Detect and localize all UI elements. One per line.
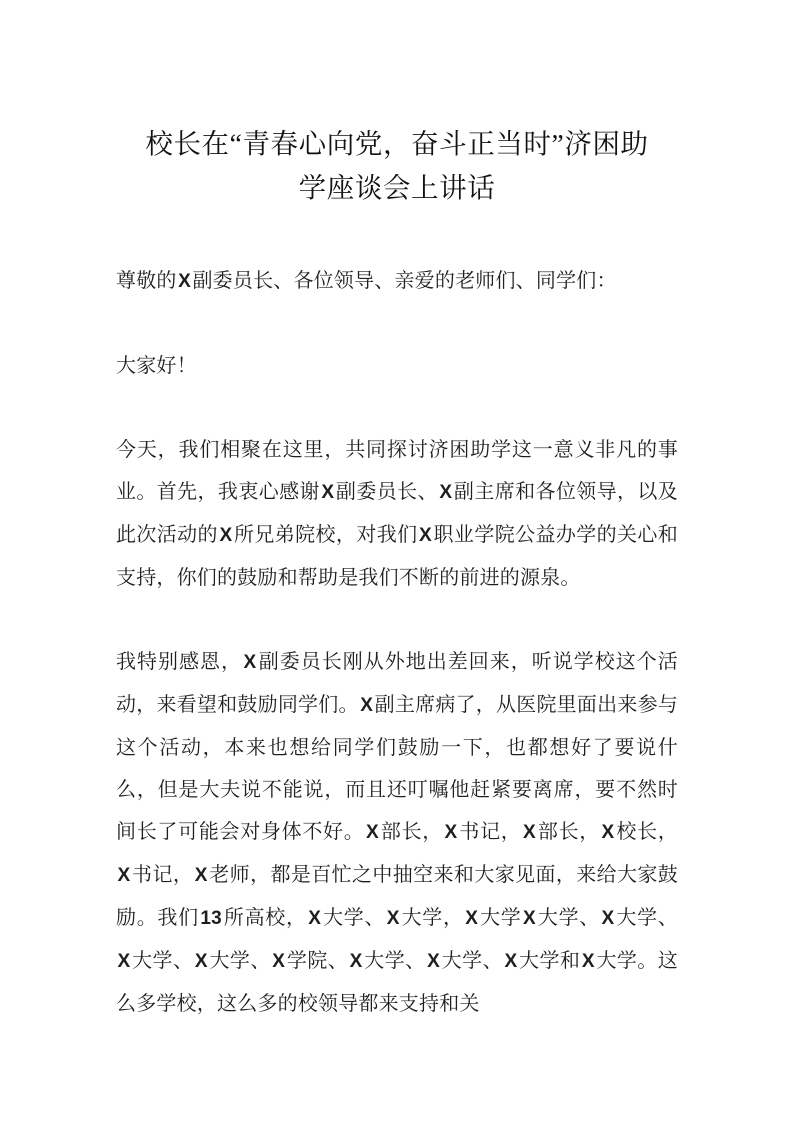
paragraph-greeting: 大家好！ <box>116 355 197 377</box>
inline-placeholder: X <box>308 908 322 929</box>
inline-placeholder: X <box>601 908 615 929</box>
inline-placeholder: X <box>465 908 479 929</box>
document-title <box>116 0 678 210</box>
inline-placeholder: X <box>386 908 400 929</box>
inline-placeholder: X <box>178 271 191 292</box>
inline-placeholder: X <box>427 951 440 972</box>
inline-placeholder: X <box>321 482 335 503</box>
title-line-2: 学座谈会上讲话 <box>298 172 496 203</box>
paragraph-body-2: 我特别感恩，X副委员长刚从外地出差回来，听说学校这个活动，来看望和鼓励同学们。X副主席病了，从医院里面出来参与这个活动，本来也想给同学们鼓励一下，也都想好了要说什么，但是大夫说不能说，而且还叮嘱他赶紧要离席，要不然时间长了可能会对身体不好。X部长，X书记，X部长，X校长，X书记，X老师，都是百忙之中抽空来和大家见面，来给大家鼓励。我们13所高校，X大学、X大学，X大学X大学、X大学、X大学、X大学、X学院、X大学、X大学、X大学和X大学。这么多学校，这么多的校领导都来支持和关 <box>116 651 679 1015</box>
inline-placeholder: X <box>219 525 233 546</box>
inline-placeholder: X <box>522 822 536 843</box>
inline-placeholder: X <box>601 822 615 843</box>
inline-placeholder: X <box>117 865 131 886</box>
inline-placeholder: X <box>194 951 208 972</box>
inline-placeholder: X <box>117 951 131 972</box>
inline-placeholder: X <box>444 822 458 843</box>
inline-placeholder: X <box>272 951 286 972</box>
inline-placeholder: X <box>365 822 379 843</box>
page-content <box>116 0 678 1025</box>
inline-placeholder: X <box>504 951 518 972</box>
title-line-1: 校长在“青春心向党，奋斗正当时”济困助 <box>145 128 649 159</box>
inline-placeholder: X <box>581 951 595 972</box>
inline-placeholder: X <box>418 525 432 546</box>
document-body <box>116 260 678 1025</box>
inline-placeholder: X <box>360 695 374 716</box>
inline-placeholder: X <box>194 865 208 886</box>
inline-placeholder: X <box>349 951 363 972</box>
paragraph-body-1: 今天，我们相聚在这里，共同探讨济困助学这一意义非凡的事业。首先，我衷心感谢X副委员长、X副主席和各位领导，以及此次活动的X所兄弟院校，对我们X职业学院公益办学的关心和支持，你们的鼓励和帮助是我们不断的前进的源泉。 <box>116 439 679 589</box>
inline-placeholder: X <box>243 652 257 673</box>
inline-number: 13 <box>200 908 222 929</box>
inline-placeholder: X <box>523 908 536 929</box>
inline-placeholder: X <box>439 482 453 503</box>
paragraph-salutation: 尊敬的X副委员长、各位领导、亲爱的老师们、同学们： <box>116 270 617 292</box>
